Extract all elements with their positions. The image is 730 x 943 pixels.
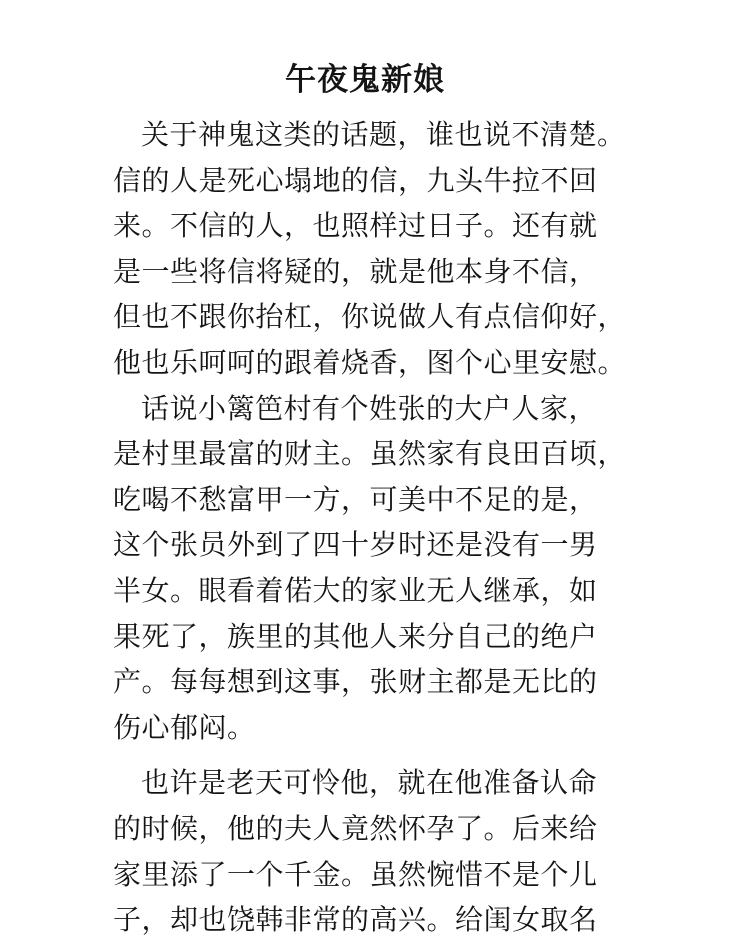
document-title: 午夜鬼新娘 bbox=[285, 62, 445, 98]
text-line: 是村里最富的财主。虽然家有良田百顷， bbox=[113, 437, 627, 471]
text-line: 信的人是死心塌地的信，九头牛拉不回 bbox=[113, 163, 598, 197]
text-line: 吃喝不愁富甲一方，可美中不足的是， bbox=[113, 482, 598, 516]
text-line: 子，却也饶韩非常的高兴。给闺女取名 bbox=[113, 903, 598, 937]
text-line: 产。每每想到这事，张财主都是无比的 bbox=[113, 665, 598, 699]
text-line: 家里添了一个千金。虽然惋惜不是个儿 bbox=[113, 857, 598, 891]
text-line: 话说小篱笆村有个姓张的大户人家， bbox=[141, 391, 598, 425]
text-line: 伤心郁闷。 bbox=[113, 710, 256, 744]
text-line: 的时候，他的夫人竟然怀孕了。后来给 bbox=[113, 811, 598, 845]
body-text bbox=[113, 112, 633, 943]
text-line: 关于神鬼这类的话题，谁也说不清楚。 bbox=[141, 118, 626, 151]
text-line: 他也乐呵呵的跟着烧香，图个心里安慰。 bbox=[113, 345, 627, 379]
text-line: 但也不跟你抬杠，你说做人有点信仰好， bbox=[113, 300, 627, 334]
text-line: 来。不信的人，也照样过日子。还有就 bbox=[113, 209, 598, 243]
text-line: 果死了，族里的其他人来分自己的绝户 bbox=[113, 619, 598, 653]
text-line: 这个张员外到了四十岁时还是没有一男 bbox=[113, 528, 598, 562]
text-line: 也许是老天可怜他，就在他准备认命 bbox=[141, 766, 598, 800]
text-line: 是一些将信将疑的，就是他本身不信， bbox=[113, 254, 598, 288]
text-line: 半女。眼看着偌大的家业无人继承，如 bbox=[113, 573, 598, 607]
